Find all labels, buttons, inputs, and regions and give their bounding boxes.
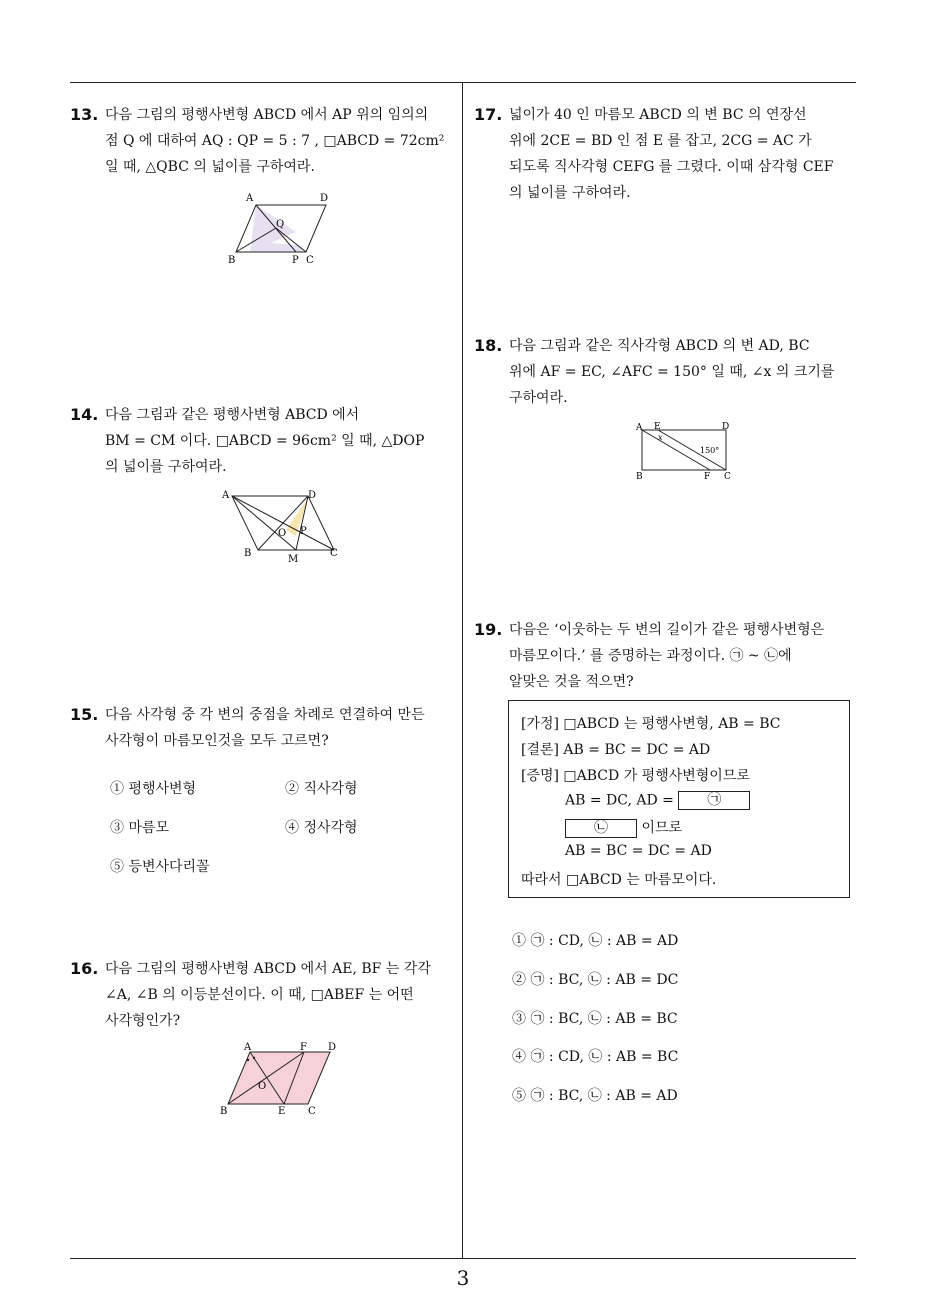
problem-text-line: 마름모이다.’ 를 증명하는 과정이다. ㉠ ~ ㉡에 — [509, 648, 792, 664]
problem-text-line: 다음 그림과 같은 직사각형 ABCD 의 변 AD, BC — [509, 338, 810, 354]
label-A: A — [244, 1042, 252, 1053]
problem-text-line: 다음 그림의 평행사변형 ABCD 에서 AE, BF 는 각각 — [105, 961, 431, 977]
problem-text-line: ∠A, ∠B 의 이등분선이다. 이 때, □ABEF 는 어떤 — [105, 987, 414, 1003]
problem-number: 13. — [70, 105, 99, 124]
label-A: A — [222, 490, 230, 501]
problem-text-line: 의 넓이를 구하여라. — [509, 185, 631, 201]
problem-15 — [70, 702, 460, 754]
figure-16 — [216, 1038, 346, 1118]
problem-number: 19. — [474, 620, 503, 639]
problem-13 — [70, 102, 460, 180]
label-A: A — [636, 423, 643, 433]
column-divider — [462, 83, 463, 1258]
choice-4[interactable]: ④ 정사각형 — [285, 820, 358, 836]
label-B: B — [228, 255, 236, 266]
choice-3[interactable]: ③ 마름모 — [110, 820, 170, 836]
label-D: D — [722, 422, 730, 432]
problem-text-line: 구하여라. — [509, 390, 568, 406]
problem-number: 17. — [474, 105, 503, 124]
problem-17 — [474, 102, 874, 206]
label-P: P — [292, 255, 299, 266]
label-D: D — [320, 193, 329, 204]
label-B: B — [636, 472, 643, 482]
choice-1[interactable]: ① ㉠ : CD, ㉡ : AB = AD — [512, 933, 679, 949]
proof-conclusion: [결론] AB = BC = DC = AD — [521, 742, 711, 758]
label-O: O — [278, 528, 287, 539]
figure-14 — [216, 484, 346, 568]
blank-2: ㉡ — [565, 819, 637, 838]
choice-3[interactable]: ③ ㉠ : BC, ㉡ : AB = BC — [512, 1011, 678, 1027]
label-O: O — [258, 1081, 267, 1092]
proof-line-4 — [565, 791, 750, 810]
problem-14 — [70, 402, 460, 480]
problem-text-line: 다음 그림과 같은 평행사변형 ABCD 에서 — [105, 407, 360, 423]
problem-text-line: 다음 사각형 중 각 변의 중점을 차례로 연결하여 만든 — [105, 707, 425, 723]
label-C: C — [308, 1106, 316, 1117]
problem-number: 18. — [474, 336, 503, 355]
problem-text-line: 위에 AF = EC, ∠AFC = 150° 일 때, ∠x 의 크기를 — [509, 364, 835, 380]
label-D: D — [328, 1042, 337, 1053]
blank-1: ㉠ — [678, 791, 750, 810]
problem-text-line: 다음은 ‘이웃하는 두 변의 길이가 같은 평행사변형은 — [509, 622, 825, 638]
footer-rule — [70, 1258, 856, 1259]
problem-text-line: 위에 2CE = BD 인 점 E 를 잡고, 2CG = AC 가 — [509, 133, 812, 149]
proof-line-5 — [565, 817, 682, 838]
problem-text-line: 알맞은 것을 적으면? — [509, 674, 634, 690]
label-M: M — [288, 554, 299, 565]
figure-13 — [226, 190, 336, 270]
problem-text-line: 점 Q 에 대하여 AQ : QP = 5 : 7 , □ABCD = 72cm² — [105, 133, 445, 149]
label-C: C — [724, 472, 731, 482]
problem-text-line: BM = CM 이다. □ABCD = 96cm² 일 때, △DOP — [105, 433, 425, 449]
label-E: E — [654, 422, 661, 432]
proof-assumption: [가정] □ABCD 는 평행사변형, AB = BC — [521, 716, 781, 732]
problem-text-line: 사각형이 마름모인것을 모두 고르면? — [105, 733, 329, 749]
header-rule — [70, 82, 856, 83]
choice-1[interactable]: ① 평행사변형 — [110, 781, 197, 797]
proof-start: [증명] □ABCD 가 평행사변형이므로 — [521, 768, 750, 784]
label-B: B — [244, 548, 252, 559]
choice-2[interactable]: ② 직사각형 — [285, 781, 358, 797]
proof-text: AB = DC, AD = — [565, 792, 674, 809]
proof-line-6: AB = BC = DC = AD — [565, 843, 712, 859]
proof-box — [508, 700, 850, 898]
problem-text-line: 사각형인가? — [105, 1013, 181, 1029]
label-F: F — [300, 1042, 307, 1053]
problem-number: 15. — [70, 705, 99, 724]
proof-text: 이므로 — [641, 820, 683, 836]
label-D: D — [308, 490, 317, 501]
label-C: C — [330, 548, 338, 559]
label-Q: Q — [276, 219, 285, 230]
problem-18 — [474, 333, 874, 411]
problem-text-line: 일 때, △QBC 의 넓이를 구하여라. — [105, 159, 315, 175]
problem-number: 16. — [70, 959, 99, 978]
label-angle: 150° — [700, 446, 720, 455]
label-C: C — [306, 255, 314, 266]
label-A: A — [246, 193, 254, 204]
problem-number: 14. — [70, 405, 99, 424]
label-x: x — [658, 433, 663, 442]
choice-2[interactable]: ② ㉠ : BC, ㉡ : AB = DC — [512, 972, 679, 988]
label-E: E — [278, 1106, 286, 1117]
proof-final: 따라서 □ABCD 는 마름모이다. — [521, 872, 717, 888]
figure-18 — [630, 418, 740, 484]
problem-16 — [70, 956, 460, 1034]
problem-text-line: 의 넓이를 구하여라. — [105, 459, 227, 475]
problem-19 — [474, 617, 874, 695]
label-F: F — [704, 472, 711, 482]
label-B: B — [220, 1106, 228, 1117]
choice-5[interactable]: ⑤ 등변사다리꼴 — [110, 859, 210, 875]
choice-5[interactable]: ⑤ ㉠ : BC, ㉡ : AB = AD — [512, 1088, 678, 1104]
problem-text-line: 다음 그림의 평행사변형 ABCD 에서 AP 위의 임의의 — [105, 107, 429, 123]
problem-text-line: 넓이가 40 인 마름모 ABCD 의 변 BC 의 연장선 — [509, 107, 807, 123]
problem-text-line: 되도록 직사각형 CEFG 를 그렸다. 이때 삼각형 CEF — [509, 159, 834, 175]
choice-4[interactable]: ④ ㉠ : CD, ㉡ : AB = BC — [512, 1049, 679, 1065]
page-number: 3 — [456, 1266, 470, 1290]
label-P: P — [300, 526, 307, 537]
